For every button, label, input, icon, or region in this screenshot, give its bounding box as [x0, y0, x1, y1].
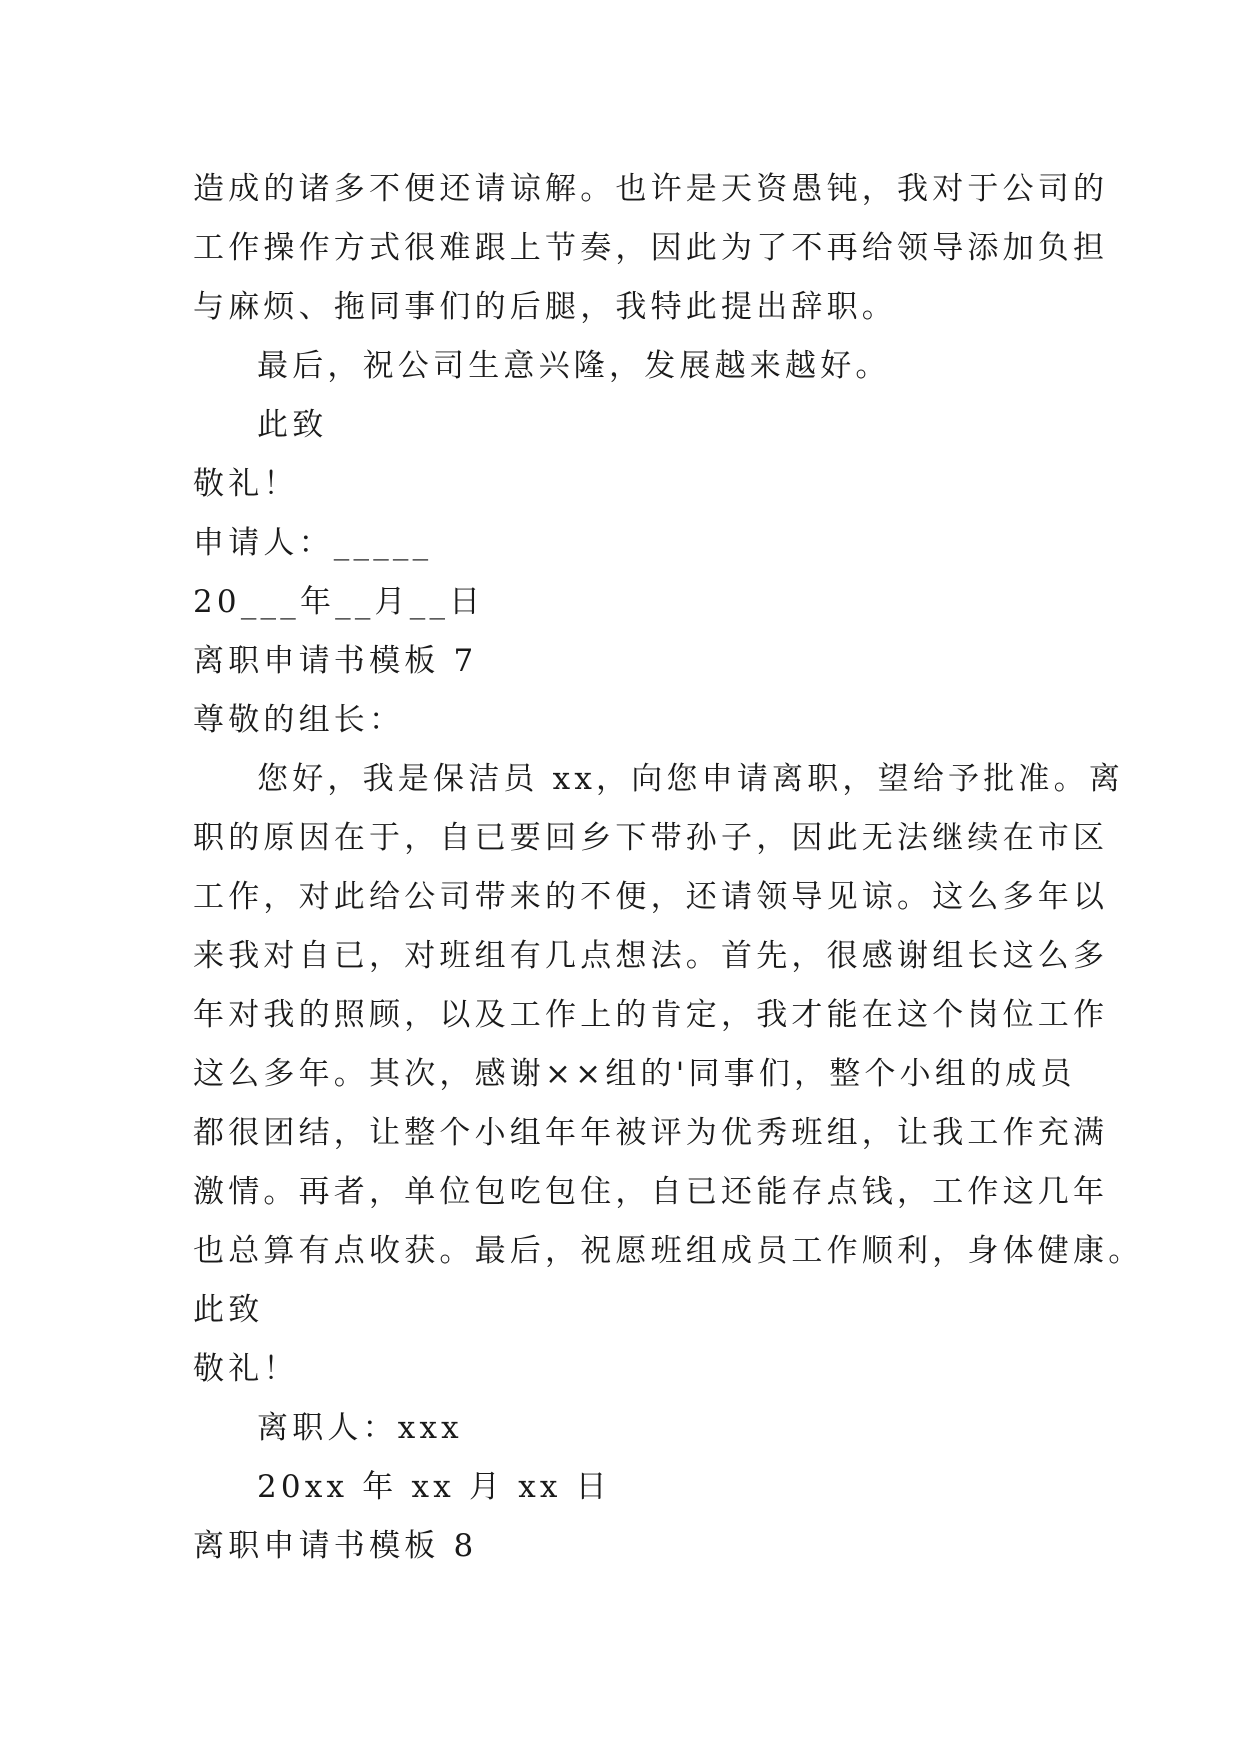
salutation-closing: 此致 [193, 1292, 264, 1328]
body-line: 职的原因在于，自已要回乡下带孙子，因此无法继续在市区 [193, 820, 1109, 856]
document-page [193, 160, 1144, 1576]
body-line: 这么多年。其次，感谢××组的'同事们，整个小组的成员 [193, 1056, 1076, 1092]
body-line: 年对我的照顾，以及工作上的肯定，我才能在这个岗位工作 [193, 997, 1109, 1033]
template-heading: 离职申请书模板 8 [193, 1528, 478, 1564]
body-line: 工作，对此给公司带来的不便，还请领导见谅。这么多年以 [193, 879, 1109, 915]
salutation-closing: 此致 [257, 407, 328, 443]
body-line: 激情。再者，单位包吃包住，自已还能存点钱，工作这几年 [193, 1174, 1109, 1210]
salutation-regards: 敬礼！ [193, 466, 299, 502]
date-line: 20___年__月__日 [193, 584, 485, 620]
letter-greeting: 尊敬的组长： [193, 702, 405, 738]
body-line: 工作操作方式很难跟上节奏，因此为了不再给领导添加负担 [193, 230, 1109, 266]
template-heading: 离职申请书模板 7 [193, 643, 478, 679]
body-line: 您好，我是保洁员 xx，向您申请离职，望给予批准。离 [257, 761, 1125, 797]
applicant-signature-line: 申请人：_____ [193, 525, 433, 561]
closing-wish: 最后，祝公司生意兴隆，发展越来越好。 [257, 348, 891, 384]
salutation-regards: 敬礼！ [193, 1351, 299, 1387]
resigner-signature-line: 离职人：xxx [257, 1410, 463, 1446]
body-line: 都很团结，让整个小组年年被评为优秀班组，让我工作充满 [193, 1115, 1109, 1151]
date-line: 20xx 年 xx 月 xx 日 [257, 1469, 611, 1505]
body-line: 来我对自已，对班组有几点想法。首先，很感谢组长这么多 [193, 938, 1109, 974]
body-line: 与麻烦、拖同事们的后腿，我特此提出辞职。 [193, 289, 897, 325]
body-line: 也总算有点收获。最后，祝愿班组成员工作顺利，身体健康。 [193, 1233, 1144, 1269]
body-line: 造成的诸多不便还请谅解。也许是天资愚钝，我对于公司的 [193, 171, 1109, 207]
